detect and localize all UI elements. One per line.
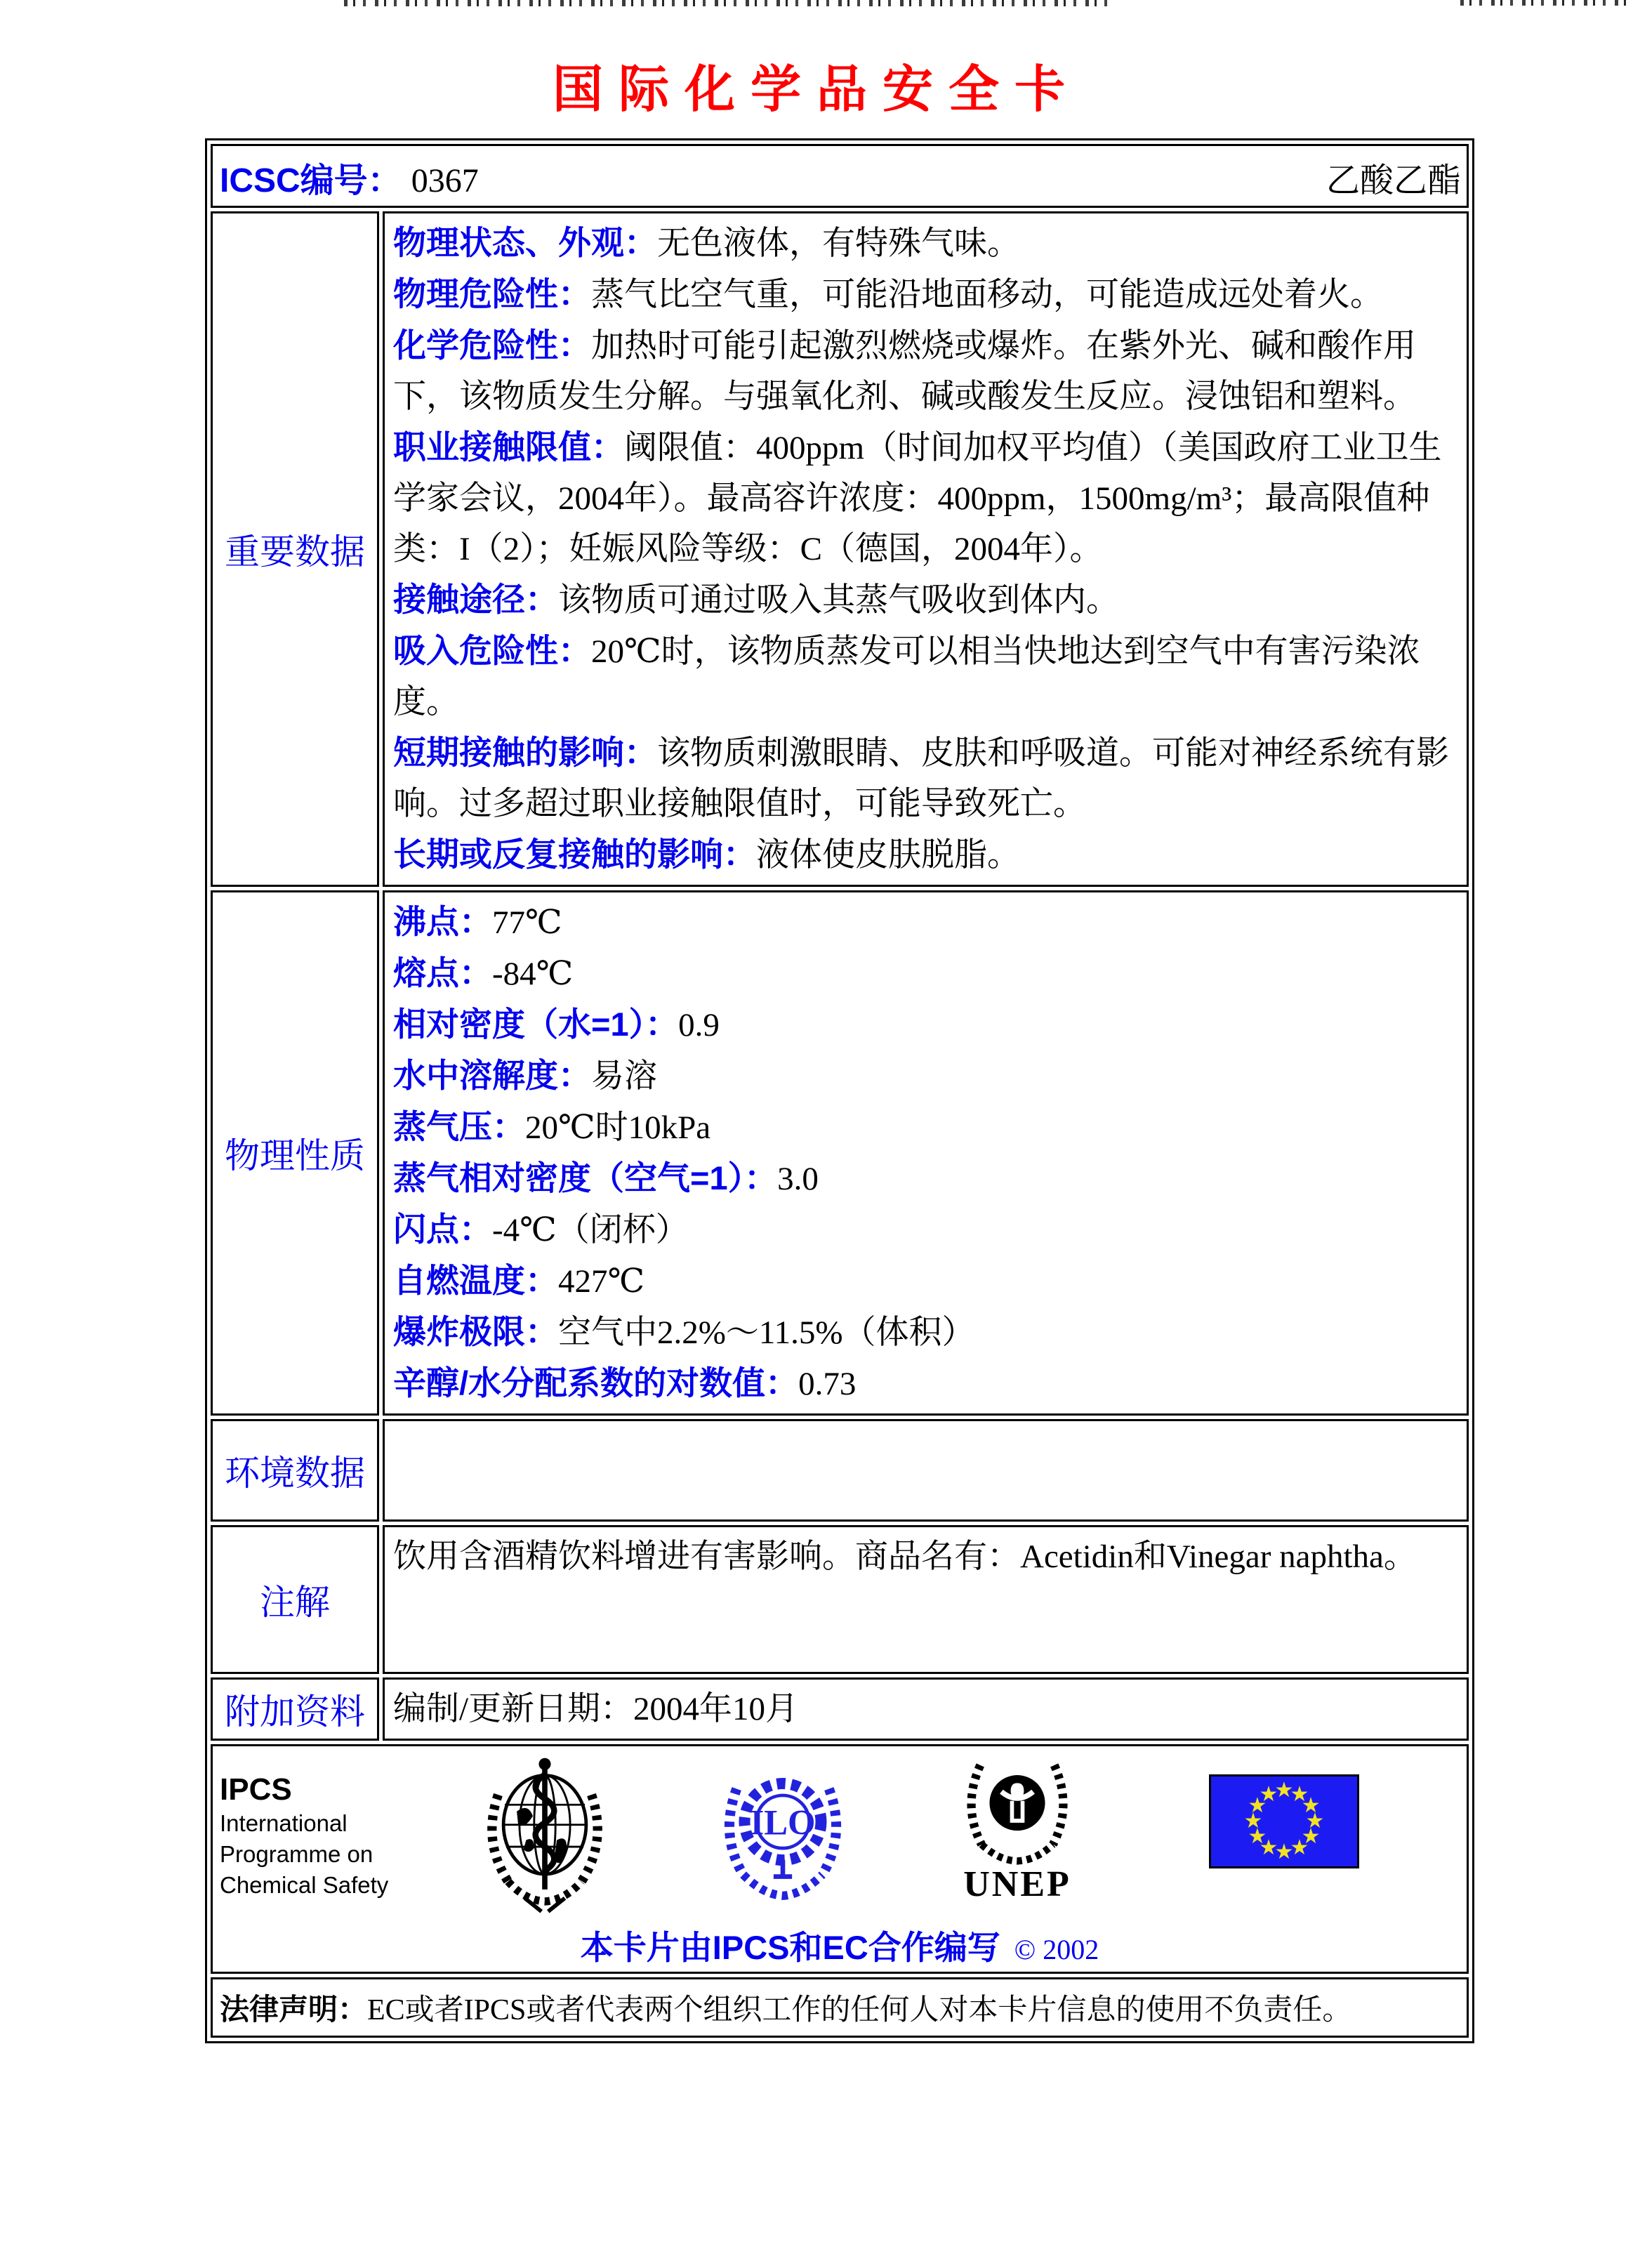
field	[393, 1307, 1458, 1358]
eu-star-icon: ★	[1274, 1840, 1294, 1864]
ilo-logo-icon	[717, 1759, 849, 1908]
field	[393, 269, 1458, 320]
field-label: 沸点：	[393, 903, 492, 940]
who-logo-icon	[478, 1755, 611, 1915]
chemical-name: 乙酸乙酯	[1325, 162, 1461, 199]
field-value: 77℃	[492, 904, 562, 941]
field	[393, 1358, 1458, 1409]
field-value: 液体使皮肤脱脂。	[756, 837, 1020, 873]
unep-logo-icon	[958, 1753, 1077, 1866]
field	[393, 1050, 1458, 1102]
section-label-important-data: 重要数据	[211, 211, 379, 887]
field-label: 吸入危险性：	[393, 632, 591, 669]
field-value: 加热时可能引起激烈燃烧或爆炸。在紫外光、碱和酸作用下，该物质发生分解。与强氧化剂、碱或酸发生反应。浸蚀铝和塑料。	[393, 328, 1416, 415]
eu-star-icon: ★	[1301, 1794, 1321, 1817]
field-value: 0.73	[798, 1366, 857, 1402]
field-label: 熔点：	[393, 954, 492, 991]
field-label: 相对密度（水=1）：	[393, 1006, 679, 1043]
field-value: 阈限值：400ppm（时间加权平均值）（美国政府工业卫生学家会议，2004年）。最高容许浓度：400ppm，1500mg/m³；最高限值种类：I（2）；妊娠风险等级：C（德国，2004年）。	[393, 430, 1442, 567]
icsc-header-row	[211, 144, 1469, 208]
eu-star-icon: ★	[1248, 1825, 1267, 1848]
field	[393, 626, 1458, 727]
field-value: 该物质刺激眼睛、皮肤和呼吸道。可能对神经系统有影响。过多超过职业接触限值时，可能导致死亡。	[393, 735, 1449, 822]
field-value: 空气中2.2%～11.5%（体积）	[558, 1314, 975, 1351]
field-label: 物理状态、外观：	[393, 224, 657, 261]
field-value: 易溶	[591, 1058, 657, 1095]
legal-label: 法律声明：	[220, 1993, 368, 2026]
field-value: 该物质可通过吸入其蒸气吸收到体内。	[558, 582, 1119, 619]
field-value: 0.9	[678, 1007, 720, 1043]
icsc-number-value: 0367	[411, 162, 479, 199]
field	[393, 1204, 1458, 1255]
eu-star-icon: ★	[1290, 1782, 1309, 1806]
field	[393, 1531, 1458, 1582]
eu-star-icon: ★	[1259, 1782, 1278, 1806]
field-value: 无色液体，有特殊气味。	[657, 225, 1020, 262]
field	[393, 1102, 1458, 1153]
field-label: 蒸气压：	[393, 1108, 525, 1145]
eu-star-icon: ★	[1290, 1836, 1309, 1860]
section-content-physical-properties	[393, 897, 1458, 1409]
field	[393, 897, 1458, 948]
ipcs-line-2: Programme on	[220, 1841, 373, 1867]
section-content-additional-info	[393, 1684, 1458, 1734]
field-label: 蒸气相对密度（空气=1）：	[393, 1159, 778, 1196]
section-important-data	[211, 211, 1469, 887]
copyright-text: © 2002	[1014, 1934, 1099, 1965]
field-label: 辛醇/水分配系数的对数值：	[393, 1364, 799, 1402]
svg-text:ILO: ILO	[750, 1802, 816, 1842]
eu-star-icon: ★	[1274, 1779, 1294, 1802]
field-value: 20℃时，该物质蒸发可以相当快地达到空气中有害污染浓度。	[393, 633, 1420, 720]
field-label: 自燃温度：	[393, 1262, 558, 1299]
field-label: 爆炸极限：	[393, 1313, 558, 1350]
page-title: 国际化学品安全卡	[552, 62, 1080, 118]
ipcs-text-block	[220, 1772, 395, 1901]
unep-block	[951, 1753, 1084, 1904]
field	[393, 727, 1458, 829]
field	[393, 320, 1458, 422]
field	[393, 1153, 1458, 1204]
icsc-number-label: ICSC编号：	[220, 162, 402, 199]
unep-caption: UNEP	[963, 1864, 1071, 1904]
logos-row	[211, 1744, 1469, 1974]
field	[393, 999, 1458, 1050]
legal-row	[211, 1977, 1469, 2038]
field	[393, 1684, 1458, 1734]
field-label: 水中溶解度：	[393, 1057, 591, 1094]
field-label: 职业接触限值：	[393, 428, 624, 466]
eu-flag-icon	[1209, 1774, 1359, 1868]
section-label-notes: 注解	[211, 1525, 379, 1674]
field-value: 饮用含酒精饮料增进有害影响。商品名有：Acetidin和Vinegar naphtha。	[393, 1538, 1417, 1575]
field-label: 化学危险性：	[393, 327, 591, 364]
field-value: 编制/更新日期：2004年10月	[393, 1691, 799, 1727]
safety-card-table	[205, 138, 1474, 2043]
field-value: 蒸气比空气重，可能沿地面移动，可能造成远处着火。	[591, 277, 1383, 313]
ipcs-line-3: Chemical Safety	[220, 1872, 389, 1898]
section-notes	[211, 1525, 1469, 1674]
section-content-important-data	[393, 218, 1458, 881]
clipped-text-remnant-right	[1460, 0, 1629, 6]
field	[393, 829, 1458, 881]
field	[393, 422, 1458, 574]
section-label-environmental-data: 环境数据	[211, 1419, 379, 1522]
field-label: 闪点：	[393, 1211, 492, 1248]
field	[393, 218, 1458, 269]
field-value: 427℃	[558, 1263, 645, 1300]
credit-text: 本卡片由IPCS和EC合作编写	[580, 1929, 1000, 1966]
field-value: -84℃	[492, 956, 574, 992]
section-physical-properties	[211, 890, 1469, 1416]
ipcs-line-1: International	[220, 1810, 348, 1836]
section-additional-info	[211, 1677, 1469, 1741]
field-value: -4℃（闭杯）	[492, 1212, 689, 1248]
field-label: 长期或反复接触的影响：	[393, 836, 756, 873]
field	[393, 1255, 1458, 1307]
eu-star-icon: ★	[1305, 1809, 1325, 1833]
section-label-additional-info: 附加资料	[211, 1677, 379, 1741]
eu-star-icon: ★	[1243, 1809, 1263, 1833]
section-label-physical-properties: 物理性质	[211, 890, 379, 1416]
field	[393, 574, 1458, 626]
field-label: 物理危险性：	[393, 275, 591, 312]
field-value: 20℃时10kPa	[525, 1109, 711, 1146]
credit-line	[220, 1922, 1460, 1969]
field-label: 接触途径：	[393, 581, 558, 618]
legal-text: EC或者IPCS或者代表两个组织工作的任何人对本卡片信息的使用不负责任。	[367, 1994, 1352, 2026]
eu-star-icon: ★	[1301, 1825, 1321, 1848]
clipped-text-remnant-left	[344, 0, 1116, 6]
field-label: 短期接触的影响：	[393, 734, 657, 771]
section-environmental-data	[211, 1419, 1469, 1522]
ipcs-title: IPCS	[220, 1772, 292, 1807]
section-content-notes	[393, 1531, 1458, 1582]
eu-star-icon: ★	[1259, 1836, 1278, 1860]
field	[393, 948, 1458, 999]
field-value: 3.0	[777, 1161, 819, 1197]
eu-star-icon: ★	[1248, 1794, 1267, 1817]
